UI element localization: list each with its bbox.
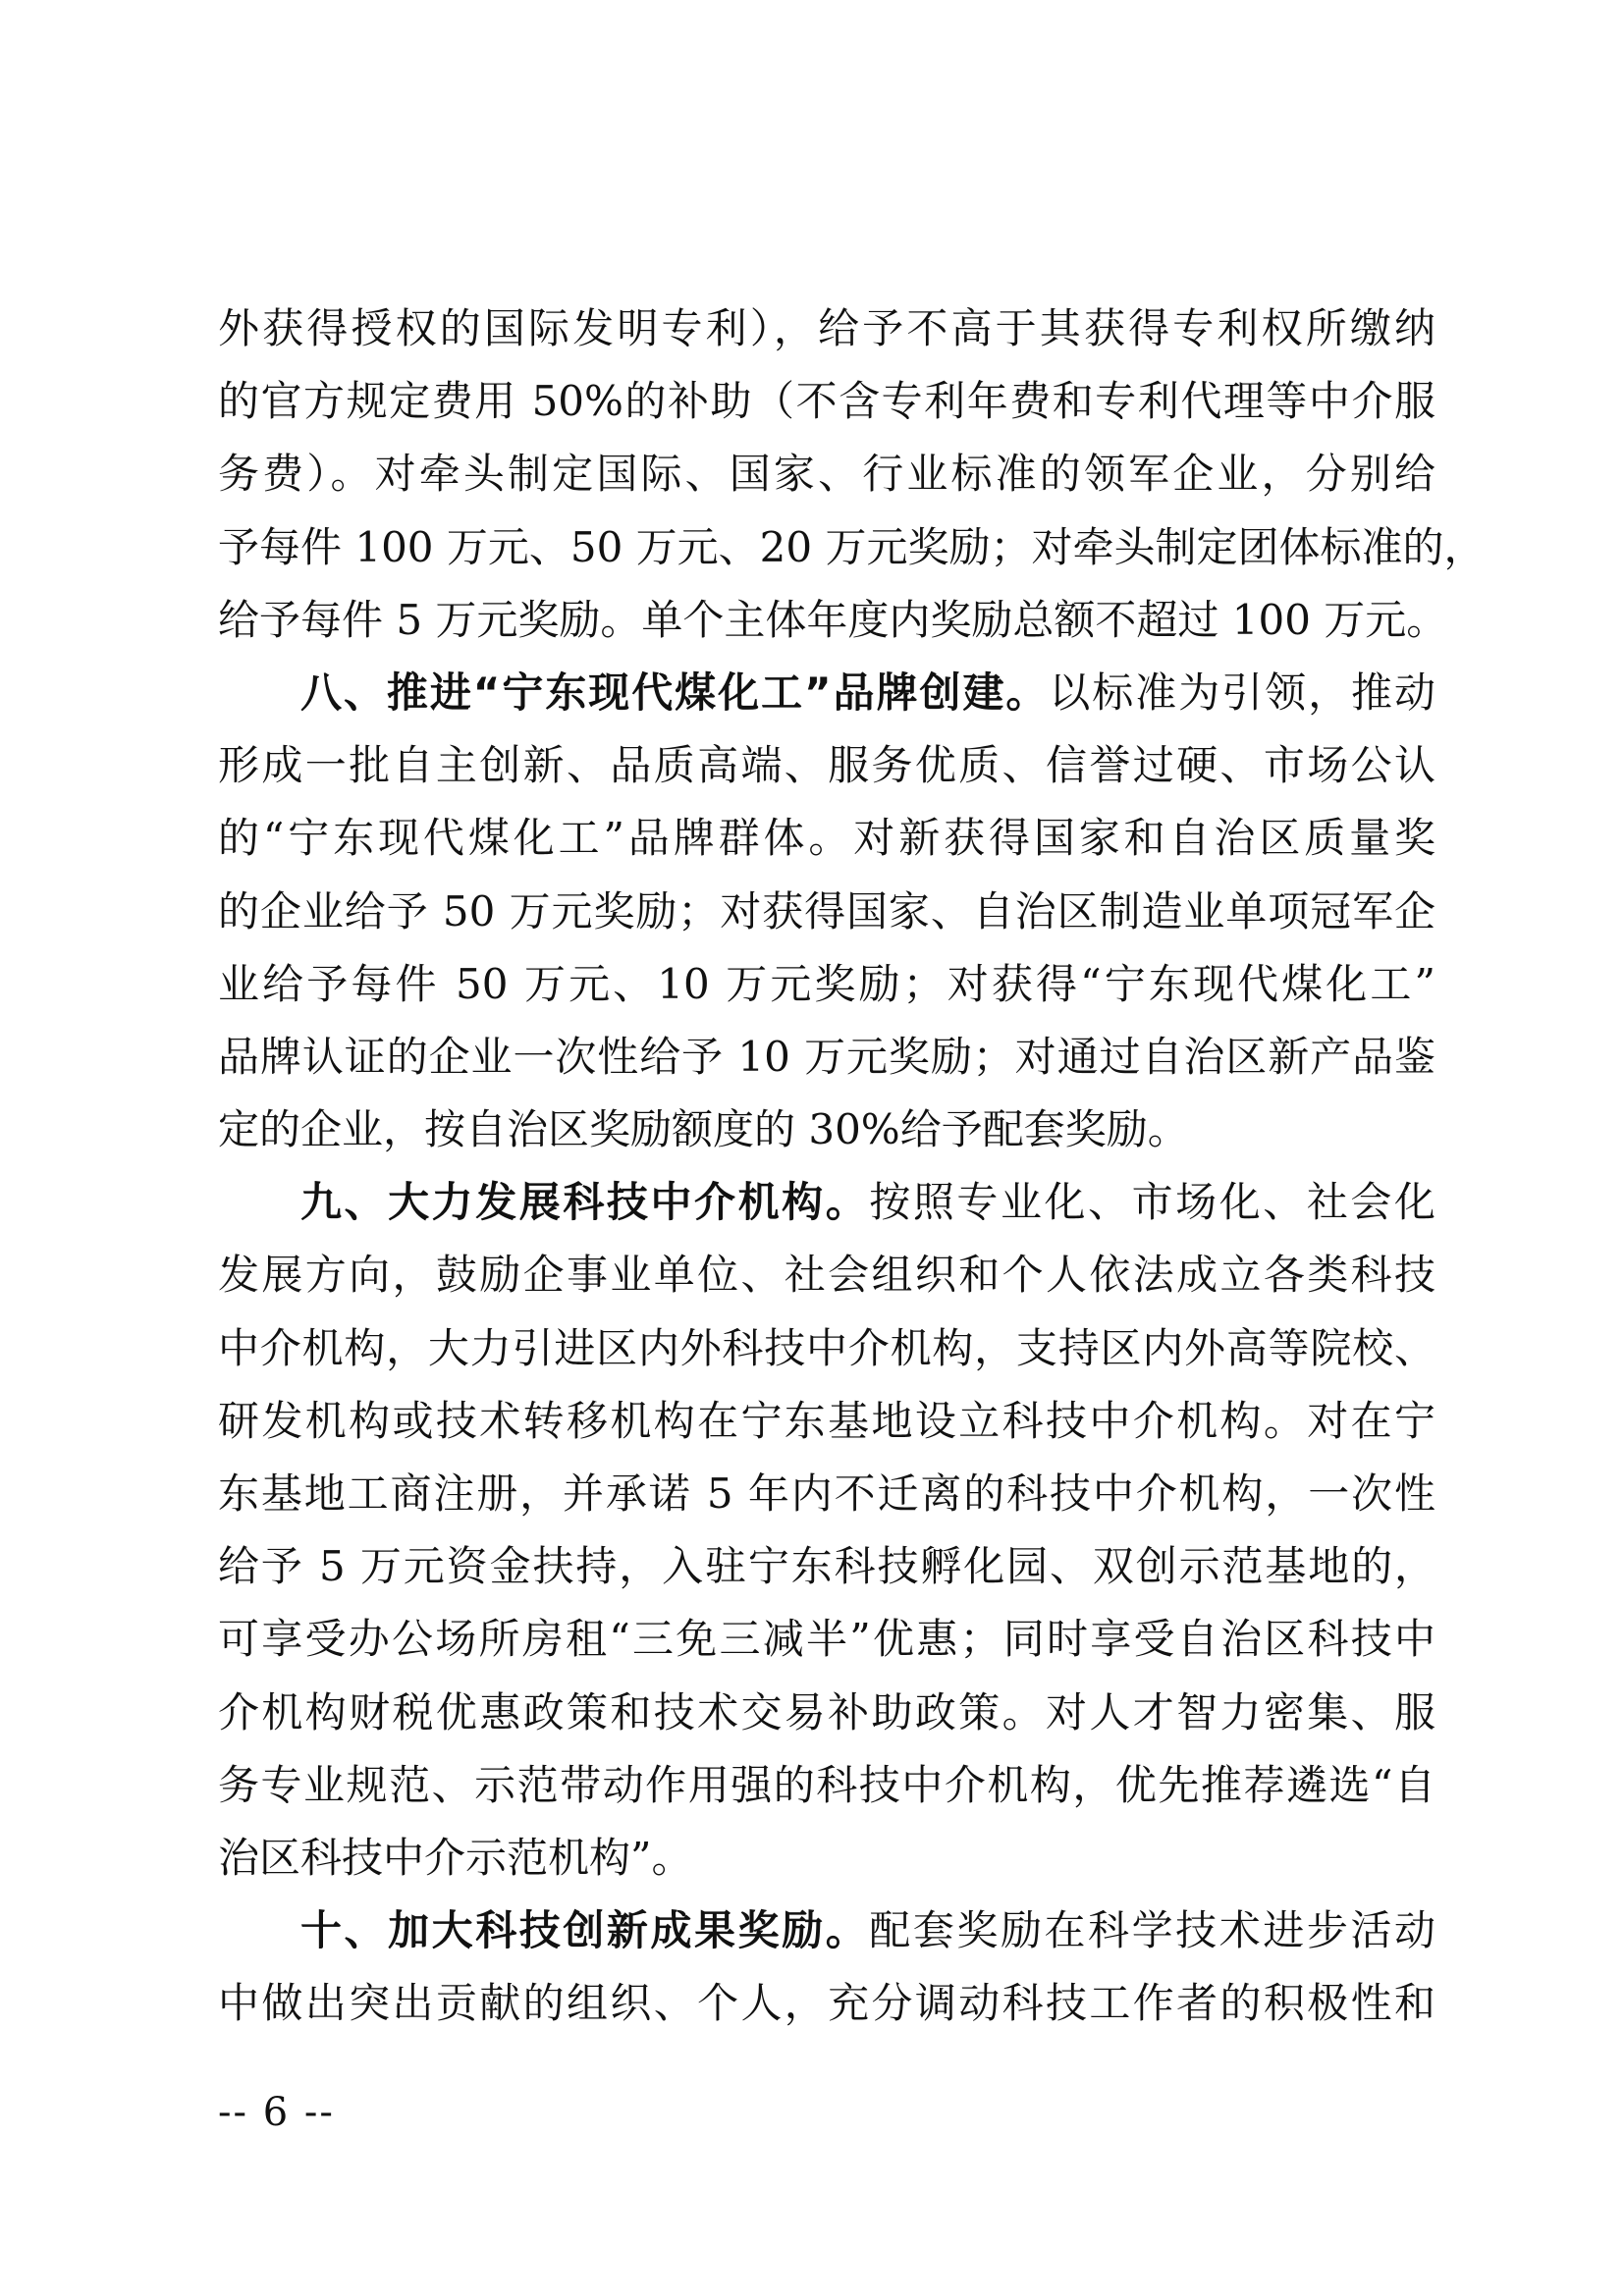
text-line: 治区科技中介示范机构”。 xyxy=(218,1833,693,1882)
text-line: 定的企业，按自治区奖励额度的 30%给予配套奖励。 xyxy=(218,1105,1189,1154)
text-line: 给予 5 万元资金扶持，入驻宁东科技孵化园、双创示范基地的， xyxy=(218,1542,1435,1591)
text-line: 的官方规定费用 50%的补助（不含专利年费和专利代理等中介服 xyxy=(218,377,1435,426)
text-line: 予每件 100 万元、50 万元、20 万元奖励；对牵头制定团体标准的， xyxy=(218,522,1486,571)
text-line: 中介机构，大力引进区内外科技中介机构，支持区内外高等院校、 xyxy=(218,1323,1435,1372)
text-line: 形成一批自主创新、品质高端、服务优质、信誉过硬、市场公认 xyxy=(218,741,1435,790)
section-8-heading: 八、推进“宁东现代煤化工”品牌创建。 xyxy=(300,667,1050,717)
document-body xyxy=(218,293,1486,2041)
text-line: 的“宁东现代煤化工”品牌群体。对新获得国家和自治区质量奖 xyxy=(218,814,1435,863)
text-line: 品牌认证的企业一次性给予 10 万元奖励；对通过自治区新产品鉴 xyxy=(218,1032,1435,1081)
page-number: -- 6 -- xyxy=(218,2090,335,2135)
text-line: 务专业规范、示范带动作用强的科技中介机构，优先推荐遴选“自 xyxy=(218,1760,1435,1809)
text-line: 中做出突出贡献的组织、个人，充分调动科技工作者的积极性和 xyxy=(218,1979,1435,2028)
text-line: 的企业给予 50 万元奖励；对获得国家、自治区制造业单项冠军企 xyxy=(218,886,1435,935)
section-10-heading: 十、加大科技创新成果奖励。 xyxy=(300,1906,870,1955)
section-8-first-line: 八、推进“宁东现代煤化工”品牌创建。以标准为引领，推动 xyxy=(300,667,1435,717)
text-line: 给予每件 5 万元奖励。单个主体年度内奖励总额不超过 100 万元。 xyxy=(218,595,1448,644)
text-line: 可享受办公场所房租“三免三减半”优惠；同时享受自治区科技中 xyxy=(218,1615,1435,1664)
section-9-heading: 九、大力发展科技中介机构。 xyxy=(300,1178,870,1227)
text-line: 发展方向，鼓励企事业单位、社会组织和个人依法成立各类科技 xyxy=(218,1251,1435,1300)
text-line: 务费）。对牵头制定国际、国家、行业标准的领军企业，分别给 xyxy=(218,450,1435,499)
text-line: 东基地工商注册，并承诺 5 年内不迁离的科技中介机构，一次性 xyxy=(218,1469,1435,1518)
text-line: 外获得授权的国际发明专利），给予不高于其获得专利权所缴纳 xyxy=(218,304,1435,352)
section-9-first-line: 九、大力发展科技中介机构。按照专业化、市场化、社会化 xyxy=(300,1178,1435,1227)
text-line: 介机构财税优惠政策和技术交易补助政策。对人才智力密集、服 xyxy=(218,1687,1435,1736)
text-line: 业给予每件 50 万元、10 万元奖励；对获得“宁东现代煤化工” xyxy=(218,959,1435,1008)
text-line: 研发机构或技术转移机构在宁东基地设立科技中介机构。对在宁 xyxy=(218,1396,1435,1445)
section-10-first-line: 十、加大科技创新成果奖励。配套奖励在科学技术进步活动 xyxy=(300,1906,1435,1955)
